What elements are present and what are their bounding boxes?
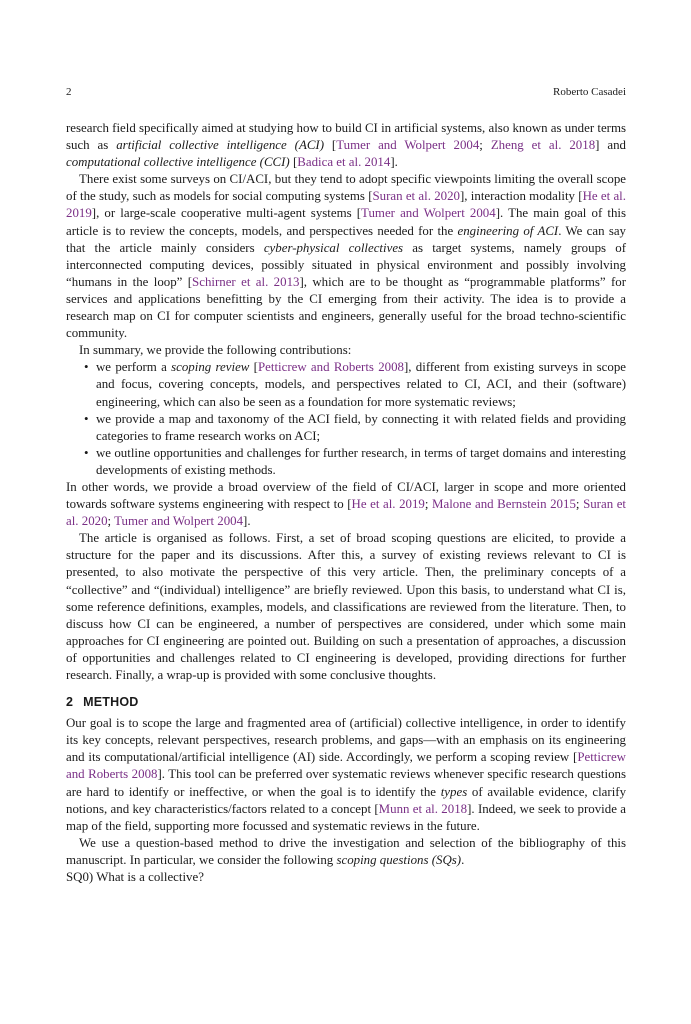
running-head (66, 86, 626, 98)
list-item: • we outline opportunities and challenges for further research, in terms of target domains and interesting developments of existing methods. (96, 445, 626, 479)
citation-link[interactable]: Tumer and Wolpert 2004 (361, 206, 496, 221)
citation-link[interactable]: He et al. 2019 (66, 189, 626, 221)
paragraph-intro-continued: research field specifically aimed at studying how to build CI in artificial systems, also known as under terms such as artificial collective intelligence (ACI) [Tumer and Wolpert 2004; Zheng et al. 2018] and computational collective intelligence (CCI) [Badica et al. 2014]. (66, 121, 626, 170)
citation-link[interactable]: Zheng et al. 2018 (490, 138, 596, 153)
citation-link[interactable]: He et al. 2019 (351, 497, 425, 512)
paragraph-surveys: There exist some surveys on CI/ACI, but they tend to adopt specific viewpoints limiting the overall scope of the study, such as models for social computing systems [Suran et al. 2020], interaction modality [He et al. 2019], or large-scale cooperative multi-agent systems [Tumer and Wolpert 2004]. The main goal of this article is to review the concepts, models, and perspectives needed for the engineering of ACI. We can say that the article mainly considers cyber-physical collectives as target systems, namely groups of interconnected computing devices, possibly situated in physical environment and possibly involving “humans in the loop” [Schirner et al. 2013], which are to be thought as “programmable platforms” for services and applications benefitting by the CI emerging from their activity. The idea is to provide a research map on CI for computer scientists and engineers, generally useful for the broad techno-scientific community. (66, 172, 627, 341)
paragraph-method-goal: Our goal is to scope the large and fragmented area of (artificial) collective intelligence, in order to identify its key concepts, relevant perspectives, research problems, and gaps—with an emphasis on its engineering and its computational/artificial intelligence (AI) side. Accordingly, we perform a scoping review [Petticrew and Roberts 2008]. This tool can be preferred over systematic reviews whenever specific research questions are hard to identify or ineffective, or when the goal is to identify the types of available evidence, clarify notions, and key characteristics/factors related to a concept [Munn et al. 2018]. Indeed, we seek to provide a map of the field, supporting more focussed and systematic reviews in the future. (66, 716, 627, 833)
citation-link[interactable]: Schirner et al. 2013 (192, 274, 300, 289)
page-number: 2 (66, 86, 72, 98)
list-item: • we provide a map and taxonomy of the ACI field, by connecting it with related fields and providing categories to frame research works on ACI; (96, 411, 626, 445)
citation-link[interactable]: Tumer and Wolpert 2004 (336, 138, 480, 153)
contributions-list (66, 359, 626, 479)
paragraph-method-questions: We use a question-based method to drive the investigation and selection of the bibliography of this manuscript. In particular, we consider the following scoping questions (SQs). (66, 835, 626, 867)
paragraph-overview: In other words, we provide a broad overview of the field of CI/ACI, larger in scope and more oriented towards software systems engineering with respect to [He et al. 2019; Malone and Bernstein 2015; Suran et al. 2020; Tumer and Wolpert 2004]. (66, 479, 627, 529)
citation-link[interactable]: Petticrew and Roberts 2008 (66, 750, 626, 782)
running-author: Roberto Casadei (552, 86, 626, 98)
paragraph-organisation: The article is organised as follows. First, a set of broad scoping questions are elicited, to provide a structure for the paper and its discussions. After this, a survey of existing reviews relevant to CI is presented, to also motivate the perspective of this very article. Then, the preliminary concepts of a “collective” and “(individual) intelligence” are briefly reviewed. Upon this basis, to understand what CI is, some reference definitions, examples, models, and classifications are reviewed from the literature. Then, to discuss how CI can be engineered, a number of perspectives are considered, under which some main approaches for CI engineering are pointed out. Building on such a presentation of approaches, a discussion of opportunities and challenges related to CI engineering is developed, providing directions for further research. Finally, a wrap-up is provided with some conclusive thoughts. (66, 531, 626, 682)
citation-link[interactable]: Suran et al. 2020 (372, 189, 460, 204)
citation-link[interactable]: Munn et al. 2018 (378, 801, 468, 816)
list-item: • we perform a scoping review [Petticrew and Roberts 2008], different from existing surveys in scope and focus, covering concepts, models, and perspectives related to CI, ACI, and their (software) engineering, which can also be seen as a foundation for more systematic reviews; (96, 359, 626, 410)
section-number: 2 (66, 695, 74, 710)
citation-link[interactable]: Petticrew and Roberts 2008 (257, 360, 404, 375)
section-title: METHOD (83, 695, 139, 710)
scoping-question-0: SQ0) What is a collective? (66, 870, 204, 885)
article-body (66, 120, 626, 886)
paragraph-summary: In summary, we provide the following contributions: (79, 343, 352, 358)
citation-link[interactable]: Tumer and Wolpert 2004 (114, 514, 244, 529)
section-heading (66, 694, 626, 711)
citation-link[interactable]: Suran et al. 2020 (66, 497, 627, 529)
citation-link[interactable]: Malone and Bernstein 2015 (432, 497, 576, 512)
citation-link[interactable]: Badica et al. 2014 (297, 155, 391, 170)
